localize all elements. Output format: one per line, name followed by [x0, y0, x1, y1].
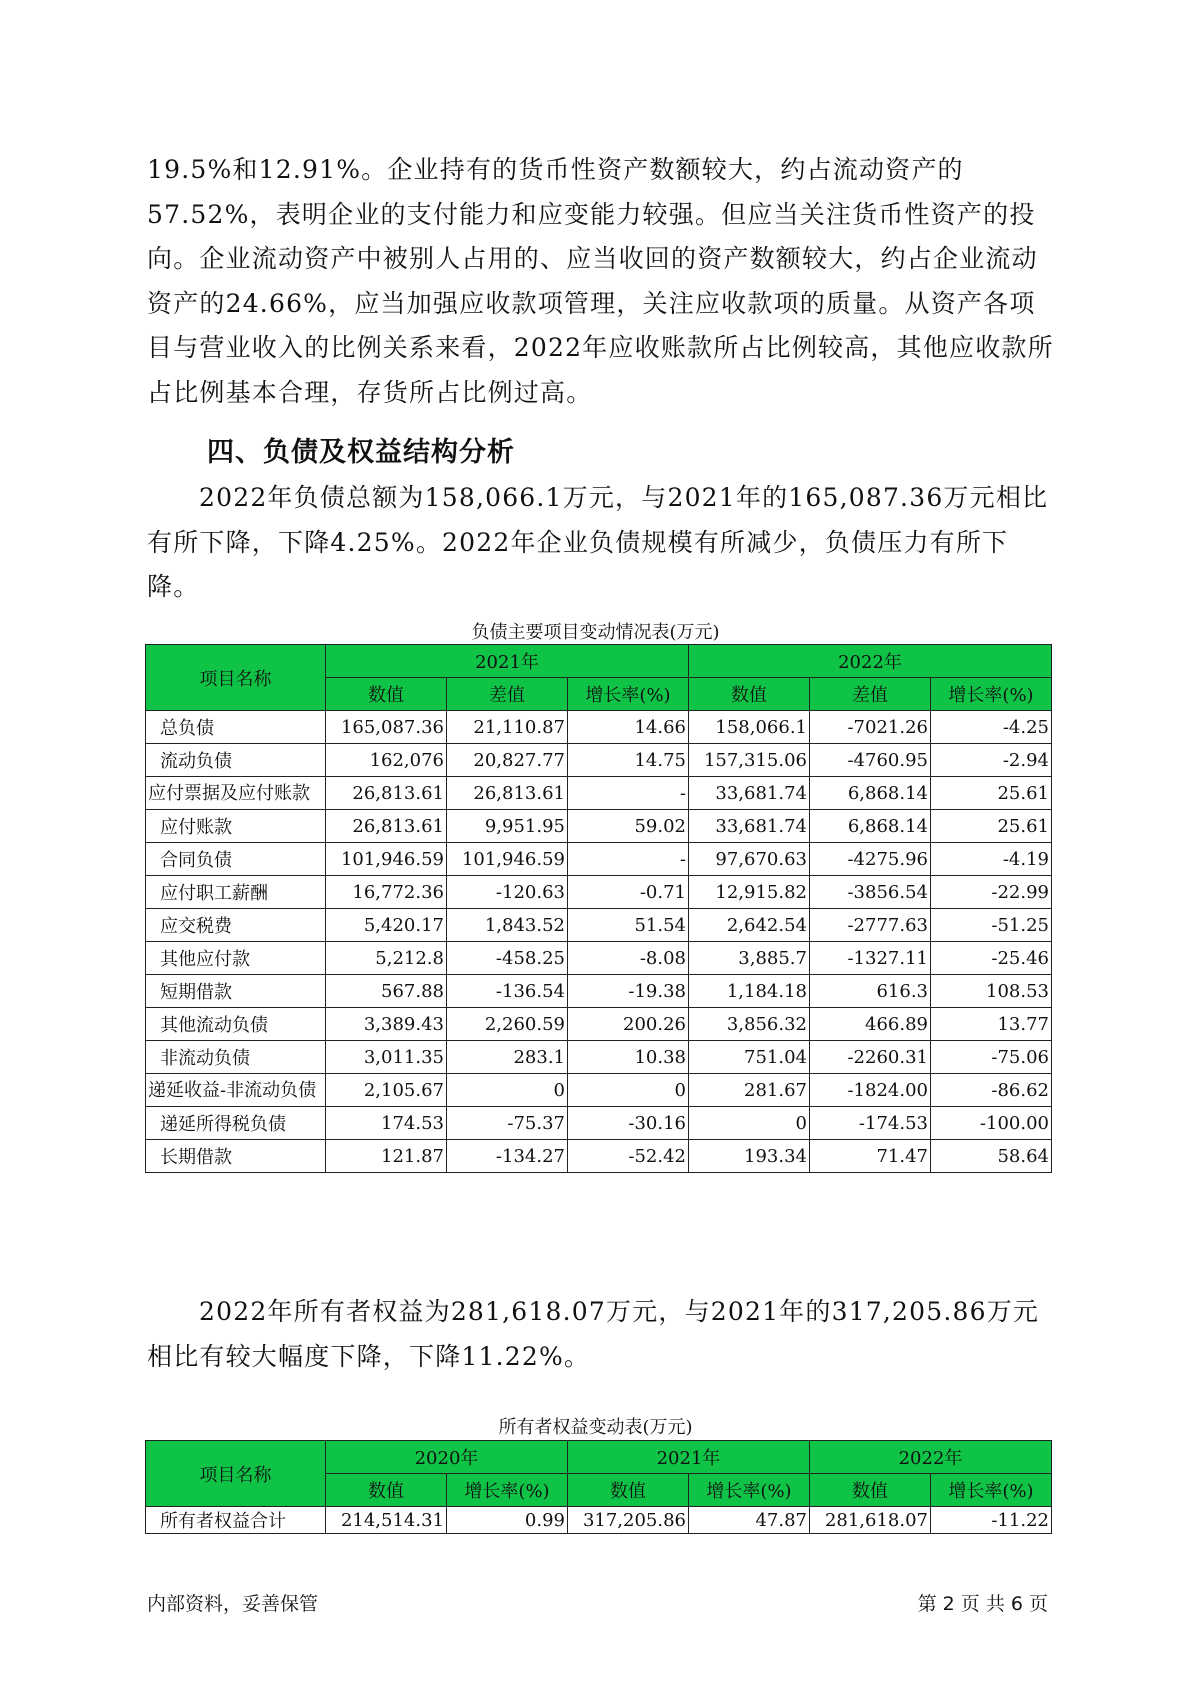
table-cell: 616.3 [810, 975, 931, 1008]
table-row [146, 843, 1052, 876]
header-growth: 增长率(%) [568, 678, 689, 711]
row-item-name: 长期借款 [146, 1140, 326, 1173]
table-cell: - [568, 843, 689, 876]
table-cell: 47.87 [689, 1507, 810, 1534]
header-item-name: 项目名称 [146, 645, 326, 711]
table-cell: 6,868.14 [810, 810, 931, 843]
table-row [146, 1507, 1052, 1534]
table-cell: 26,813.61 [447, 777, 568, 810]
paragraph-asset-analysis: 19.5%和12.91%。企业持有的货币性资产数额较大，约占流动资产的57.52%，表明企业的支付能力和应变能力较强。但应当关注货币性资产的投向。企业流动资产中被别人占用的、应当收回的资产数额较大，约占企业流动资产的24.66%，应当加强应收款项管理，关注应收款项的质量。从资产各项目与营业收入的比例关系来看，2022年应收账款所占比例较高，其他应收款所占比例基本合理，存货所占比例过高。 [147, 155, 1054, 407]
header-diff: 差值 [810, 678, 931, 711]
header-growth: 增长率(%) [931, 1474, 1052, 1507]
table-cell: 0 [568, 1074, 689, 1107]
table-cell: -4.19 [931, 843, 1052, 876]
table-cell: 33,681.74 [689, 777, 810, 810]
table-cell: 0 [447, 1074, 568, 1107]
table-cell: -174.53 [810, 1107, 931, 1140]
table-cell: 3,389.43 [326, 1008, 447, 1041]
table-cell: 200.26 [568, 1008, 689, 1041]
row-item-name: 应交税费 [146, 909, 326, 942]
table-cell: 0 [689, 1107, 810, 1140]
header-growth: 增长率(%) [447, 1474, 568, 1507]
header-value: 数值 [326, 678, 447, 711]
table-cell: 51.54 [568, 909, 689, 942]
table-cell: 2,260.59 [447, 1008, 568, 1041]
table-cell: -4.25 [931, 711, 1052, 744]
table-cell: 108.53 [931, 975, 1052, 1008]
table-cell: 281.67 [689, 1074, 810, 1107]
liability-table-caption: 负债主要项目变动情况表(万元) [471, 622, 720, 643]
table-cell: 21,110.87 [447, 711, 568, 744]
table-cell: -458.25 [447, 942, 568, 975]
table-cell: -7021.26 [810, 711, 931, 744]
table-cell: -51.25 [931, 909, 1052, 942]
header-value: 数值 [810, 1474, 931, 1507]
table-cell: -25.46 [931, 942, 1052, 975]
table-row [146, 1140, 1052, 1173]
table-cell: 1,184.18 [689, 975, 810, 1008]
table-cell: -86.62 [931, 1074, 1052, 1107]
row-item-name: 总负债 [146, 711, 326, 744]
table-cell: 58.64 [931, 1140, 1052, 1173]
table-row [146, 1008, 1052, 1041]
table-cell: 25.61 [931, 810, 1052, 843]
paragraph-equity-summary: 2022年所有者权益为281,618.07万元，与2021年的317,205.86万元相比有较大幅度下降，下降11.22%。 [147, 1297, 1040, 1371]
equity-table [145, 1440, 1052, 1534]
table-cell: 9,951.95 [447, 810, 568, 843]
header-item-name: 项目名称 [146, 1441, 326, 1507]
table-cell: 26,813.61 [326, 810, 447, 843]
table-cell: 157,315.06 [689, 744, 810, 777]
table-cell: -120.63 [447, 876, 568, 909]
table-cell: -19.38 [568, 975, 689, 1008]
table-cell: 33,681.74 [689, 810, 810, 843]
table-cell: -75.06 [931, 1041, 1052, 1074]
table-row [146, 942, 1052, 975]
table-cell: 3,885.7 [689, 942, 810, 975]
table-row [146, 909, 1052, 942]
table-row [146, 810, 1052, 843]
table-row [146, 1074, 1052, 1107]
table-cell: 174.53 [326, 1107, 447, 1140]
table-cell: 162,076 [326, 744, 447, 777]
header-year-2022: 2022年 [810, 1441, 1052, 1474]
table-row [146, 777, 1052, 810]
table-row [146, 1041, 1052, 1074]
table-cell: 751.04 [689, 1041, 810, 1074]
table-cell: -52.42 [568, 1140, 689, 1173]
table-cell: 281,618.07 [810, 1507, 931, 1534]
header-year-2022: 2022年 [689, 645, 1052, 678]
table-cell: -2260.31 [810, 1041, 931, 1074]
table-cell: -1824.00 [810, 1074, 931, 1107]
table-cell: -3856.54 [810, 876, 931, 909]
table-cell: 214,514.31 [326, 1507, 447, 1534]
table-cell: 466.89 [810, 1008, 931, 1041]
header-diff: 差值 [447, 678, 568, 711]
table-cell: -8.08 [568, 942, 689, 975]
header-value: 数值 [326, 1474, 447, 1507]
row-item-name: 应付职工薪酬 [146, 876, 326, 909]
table-cell: -134.27 [447, 1140, 568, 1173]
table-cell: -30.16 [568, 1107, 689, 1140]
table-cell: -22.99 [931, 876, 1052, 909]
table-cell: 317,205.86 [568, 1507, 689, 1534]
table-cell: 26,813.61 [326, 777, 447, 810]
table-cell: -1327.11 [810, 942, 931, 975]
table-cell: 13.77 [931, 1008, 1052, 1041]
liability-table [145, 644, 1052, 1173]
table-cell: 165,087.36 [326, 711, 447, 744]
table-cell: 3,011.35 [326, 1041, 447, 1074]
table-cell: -4275.96 [810, 843, 931, 876]
header-year-2020: 2020年 [326, 1441, 568, 1474]
table-row [146, 975, 1052, 1008]
header-year-2021: 2021年 [568, 1441, 810, 1474]
row-item-name: 递延所得税负债 [146, 1107, 326, 1140]
table-cell: 20,827.77 [447, 744, 568, 777]
table-cell: 10.38 [568, 1041, 689, 1074]
header-value: 数值 [568, 1474, 689, 1507]
row-item-name: 应付账款 [146, 810, 326, 843]
table-row [146, 876, 1052, 909]
table-cell: - [568, 777, 689, 810]
table-cell: 101,946.59 [326, 843, 447, 876]
section-heading: 四、负债及权益结构分析 [207, 437, 515, 468]
table-cell: 121.87 [326, 1140, 447, 1173]
table-cell: -100.00 [931, 1107, 1052, 1140]
table-cell: 283.1 [447, 1041, 568, 1074]
table-cell: 0.99 [447, 1507, 568, 1534]
footer-confidential-note: 内部资料，妥善保管 [147, 1593, 319, 1615]
table-row [146, 744, 1052, 777]
table-cell: 567.88 [326, 975, 447, 1008]
table-cell: -2777.63 [810, 909, 931, 942]
table-cell: 25.61 [931, 777, 1052, 810]
header-growth: 增长率(%) [689, 1474, 810, 1507]
table-cell: 101,946.59 [447, 843, 568, 876]
table-cell: -2.94 [931, 744, 1052, 777]
table-cell: -0.71 [568, 876, 689, 909]
table-cell: 3,856.32 [689, 1008, 810, 1041]
table-cell: 5,420.17 [326, 909, 447, 942]
footer-page-number: 第 2 页 共 6 页 [917, 1593, 1048, 1615]
table-cell: 97,670.63 [689, 843, 810, 876]
row-item-name: 非流动负债 [146, 1041, 326, 1074]
table-cell: -75.37 [447, 1107, 568, 1140]
table-cell: 5,212.8 [326, 942, 447, 975]
table-cell: -136.54 [447, 975, 568, 1008]
row-item-name: 所有者权益合计 [146, 1507, 326, 1534]
table-cell: 59.02 [568, 810, 689, 843]
row-item-name: 递延收益-非流动负债 [146, 1074, 326, 1107]
table-cell: 193.34 [689, 1140, 810, 1173]
row-item-name: 短期借款 [146, 975, 326, 1008]
table-cell: 2,642.54 [689, 909, 810, 942]
table-cell: 1,843.52 [447, 909, 568, 942]
row-item-name: 其他流动负债 [146, 1008, 326, 1041]
equity-table-caption: 所有者权益变动表(万元) [498, 1417, 693, 1438]
table-row [146, 1107, 1052, 1140]
table-cell: 12,915.82 [689, 876, 810, 909]
table-cell: 6,868.14 [810, 777, 931, 810]
header-growth: 增长率(%) [931, 678, 1052, 711]
header-value: 数值 [689, 678, 810, 711]
header-year-2021: 2021年 [326, 645, 689, 678]
table-cell: -11.22 [931, 1507, 1052, 1534]
table-cell: 14.75 [568, 744, 689, 777]
table-cell: 158,066.1 [689, 711, 810, 744]
table-cell: 16,772.36 [326, 876, 447, 909]
row-item-name: 流动负债 [146, 744, 326, 777]
row-item-name: 其他应付款 [146, 942, 326, 975]
table-row [146, 711, 1052, 744]
table-cell: 71.47 [810, 1140, 931, 1173]
row-item-name: 合同负债 [146, 843, 326, 876]
paragraph-liability-summary: 2022年负债总额为158,066.1万元，与2021年的165,087.36万元相比有所下降，下降4.25%。2022年企业负债规模有所减少，负债压力有所下降。 [147, 483, 1049, 601]
table-cell: -4760.95 [810, 744, 931, 777]
row-item-name: 应付票据及应付账款 [146, 777, 326, 810]
table-cell: 2,105.67 [326, 1074, 447, 1107]
table-cell: 14.66 [568, 711, 689, 744]
